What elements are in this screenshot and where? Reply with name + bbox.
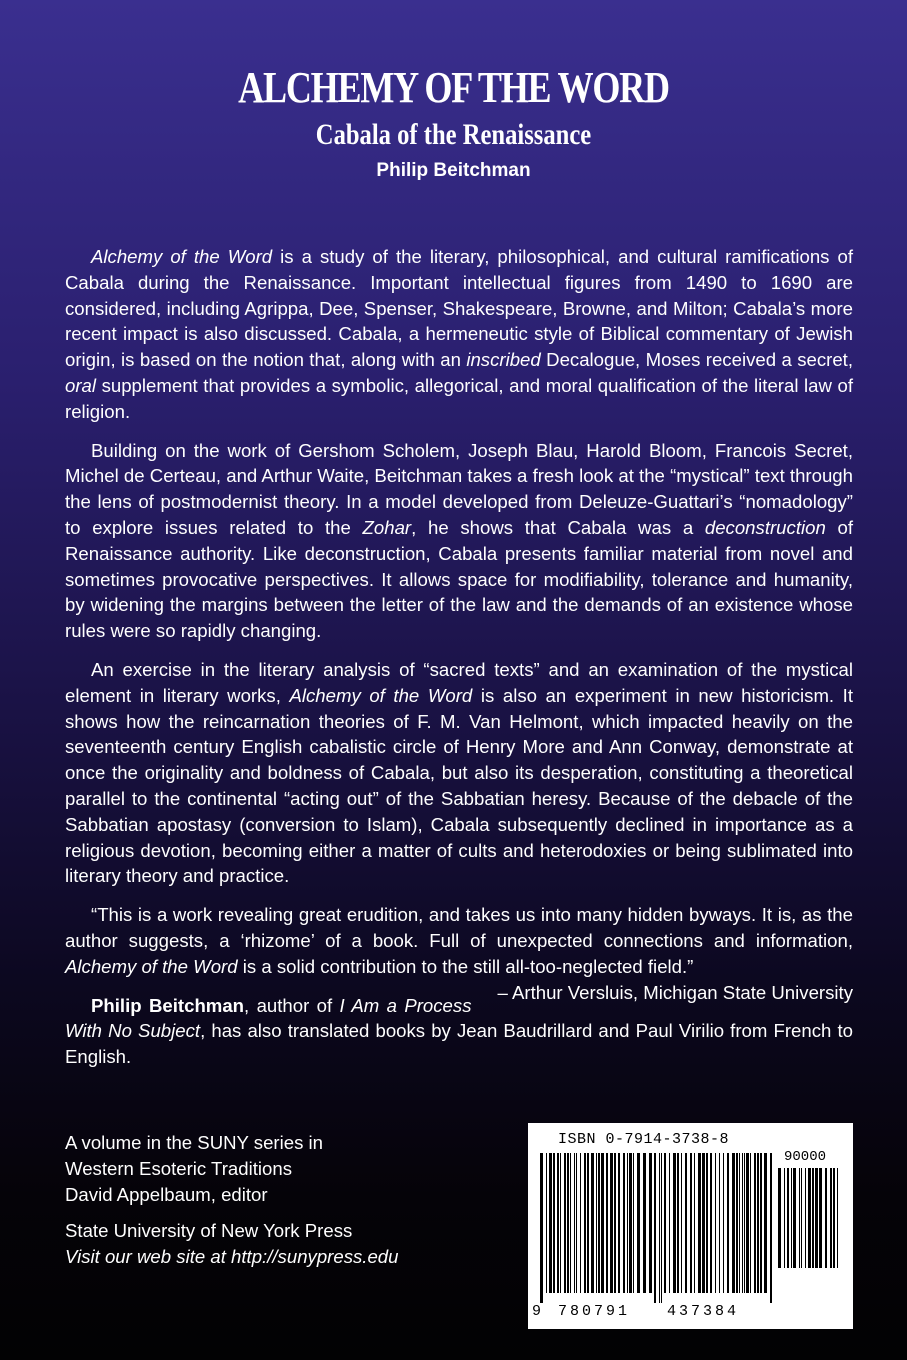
text-run: of Renaissance authority. Like deconstruction, Cabala presents familiar material from novel and sometimes provocative perspectives. It allows space for modifiability, tolerance and humanity, by widening the margins between the letter of the law and the demands of an existence whose rules were so rapidly changing. [65,516,853,642]
paragraph-2 [65,438,853,644]
book-title-ref: Alchemy of the Word [65,955,238,977]
text-run: , he shows that Cabala was a [411,516,705,538]
text-run: An exercise in the literary analysis of “sacred texts” and an examination of the mystical element in literary works, [65,658,853,706]
text-run: supplement that provides a symbolic, allegorical, and moral qualification of the literal law of religion. [65,374,853,422]
paragraph-3 [65,657,853,889]
barcode-bar [669,1153,670,1293]
text-run: Decalogue, Moses received a secret, [540,349,853,371]
barcode-bar [715,1153,716,1293]
ean-digit-first: 9 [532,1303,542,1320]
text-run: , has also translated books by Jean Baudrillard and Paul Virilio from French to English. [65,1020,853,1068]
barcode-bar [808,1168,811,1268]
barcode-bar [719,1153,720,1293]
ean-barcode [540,1153,775,1303]
series-line: A volume in the SUNY series in [65,1132,324,1153]
barcode-bar [742,1153,743,1293]
barcode-bar [649,1153,652,1293]
barcode-bar [570,1153,571,1293]
series-info [65,1130,323,1207]
text-run: , author of [244,994,340,1016]
book-subtitle: Cabala of the Renaissance [315,118,592,151]
barcode-bar [574,1153,575,1293]
price-code: 90000 [784,1149,827,1165]
series-line: David Appelbaum, editor [65,1183,268,1205]
barcode-bar [739,1153,740,1293]
barcode-bar [557,1153,559,1293]
barcode-bar [618,1153,620,1293]
barcode-bar [587,1153,589,1293]
barcode-bar [702,1153,705,1293]
barcode-bar [549,1153,552,1293]
barcode-bar [815,1168,818,1268]
barcode-bar [629,1153,632,1293]
ean-digits-left: 780791 [558,1303,631,1320]
barcode-bar [567,1153,569,1293]
text-run: is also an experiment in new historicism. It shows how the reincarnation theories of F. M. Van Helmont, which impacted heavily on the seventeenth century English cabalistic circle of Henry More and Ann Conway, demonstrate at once the originality and boldness of Cabala, but also its desperation, constituting a theoretical parallel to the continental “acting out” of the Sabbatian heresy. Because of the debacle of the Sabbatian apostasy (conversion to Islam), Cabala subsequently declined in importance as a religious devotion, becoming either a matter of cults and heterodoxies or being sublimated into literary theory and practice. [65,684,854,887]
barcode-bar [643,1153,646,1293]
blurb-body [65,244,853,1083]
barcode-bar [706,1153,708,1293]
barcode-bar [833,1168,835,1268]
text-run: “This is a work revealing great erudition, and takes us into many hidden byways. It is, as the author suggests, a ‘rhizome’ of a book. Full of unexpected connections and information, [65,904,853,951]
publisher-info [65,1218,399,1270]
barcode-bar [784,1168,785,1268]
barcode-bar [606,1153,608,1293]
publisher-website: Visit our web site at http://sunypress.edu [65,1245,399,1267]
barcode-bar [596,1153,597,1293]
barcode-bar [685,1153,687,1293]
barcode-bar [757,1153,759,1293]
emphasis: Zohar [362,516,412,538]
barcode-bar [787,1168,789,1268]
barcode-bar [754,1153,756,1293]
book-title-ref: Alchemy of the Word [91,246,273,267]
text-run: is a study of the literary, philosophical, and cultural ramifications of Cabala during the Renaissance. Important intellectual figures from 1490 to 1690 are considered, including Agrippa, Dee, Spenser, Shakespeare, Browne, and Milton; Cabala’s more recent impact is also discussed. Cabala, a hermeneutic style of Biblical commentary of Jewish origin, is based on the notion that, along with an [65,246,854,371]
barcode-bar [819,1168,822,1268]
barcode-bar [591,1153,594,1293]
barcode-bar [576,1153,577,1293]
barcode-bar [661,1153,662,1303]
barcode-bar [627,1153,628,1293]
barcode-bar [837,1168,838,1268]
barcode-bar [560,1153,561,1293]
author-name: Philip Beitchman [376,160,531,181]
quote-attribution: – Arthur Versluis, Michigan State University [497,981,853,1003]
barcode-bar [746,1153,749,1293]
barcode-bar [681,1153,682,1293]
isbn-number: ISBN 0-7914-3738-8 [558,1131,730,1148]
barcode-bar [736,1153,738,1293]
series-line: Western Esoteric Traditions [65,1157,293,1179]
barcode-panel [528,1123,853,1329]
barcode-bar [801,1168,802,1268]
barcode-bar [799,1168,800,1268]
barcode-bar [793,1168,796,1268]
barcode-bar [760,1153,762,1293]
addon-barcode [778,1168,840,1278]
barcode-bar [744,1153,745,1293]
barcode-bar [654,1153,656,1303]
barcode-bar [750,1153,751,1293]
barcode-bar [637,1153,640,1293]
barcode-bar [764,1153,767,1293]
barcode-bar [694,1153,695,1293]
barcode-bar [690,1153,692,1293]
book-title: ALCHEMY OF THE WORD [238,63,669,112]
barcode-bar [723,1153,724,1293]
barcode-bar [673,1153,676,1293]
barcode-bar [610,1153,613,1293]
barcode-bar [614,1153,616,1293]
book-title-ref: I Am a Process With No Subject [65,994,472,1042]
barcode-bar [825,1168,827,1268]
barcode-bar [830,1168,832,1268]
barcode-bar [710,1153,712,1293]
emphasis: deconstruction [704,516,826,538]
barcode-bar [601,1153,604,1293]
barcode-bar [770,1153,772,1303]
barcode-bar [580,1153,581,1293]
barcode-bar [778,1168,781,1268]
paragraph-1 [65,244,853,425]
author-name-bold: Philip Beitchman [91,994,245,1016]
barcode-bar [791,1168,792,1268]
text-run: is a solid contribution to the still all-too-neglected field.” [237,955,694,977]
emphasis: inscribed [466,349,541,371]
barcode-bar [553,1153,555,1293]
barcode-bar [564,1153,566,1293]
review-quote [65,902,853,1003]
barcode-bar [623,1153,625,1293]
text-run: Building on the work of Gershom Scholem, Joseph Blau, Harold Bloom, Francois Secret, Michel de Certeau, and Arthur Waite, Beitchman takes a fresh look at the “mystical” text through the lens of postmodernist theory. In a model developed from Deleuze-Guattari’s “nomadology” to explore issues related to the [65,439,853,538]
barcode-bar [698,1153,701,1293]
book-title-ref: Alchemy of the Word [289,684,473,706]
barcode-bar [546,1153,547,1293]
publisher-name: State University of New York Press [65,1220,353,1241]
barcode-bar [805,1168,806,1268]
ean-digits-right: 437384 [667,1303,740,1320]
barcode-bar [659,1153,660,1303]
emphasis: oral [65,374,97,396]
barcode-bar [540,1153,543,1303]
barcode-bar [812,1168,814,1268]
barcode-bar [598,1153,600,1293]
barcode-bar [727,1153,729,1293]
barcode-bar [664,1153,666,1293]
barcode-bar [633,1153,634,1293]
barcode-bar [677,1153,679,1293]
barcode-bar [584,1153,586,1293]
barcode-bar [732,1153,735,1293]
